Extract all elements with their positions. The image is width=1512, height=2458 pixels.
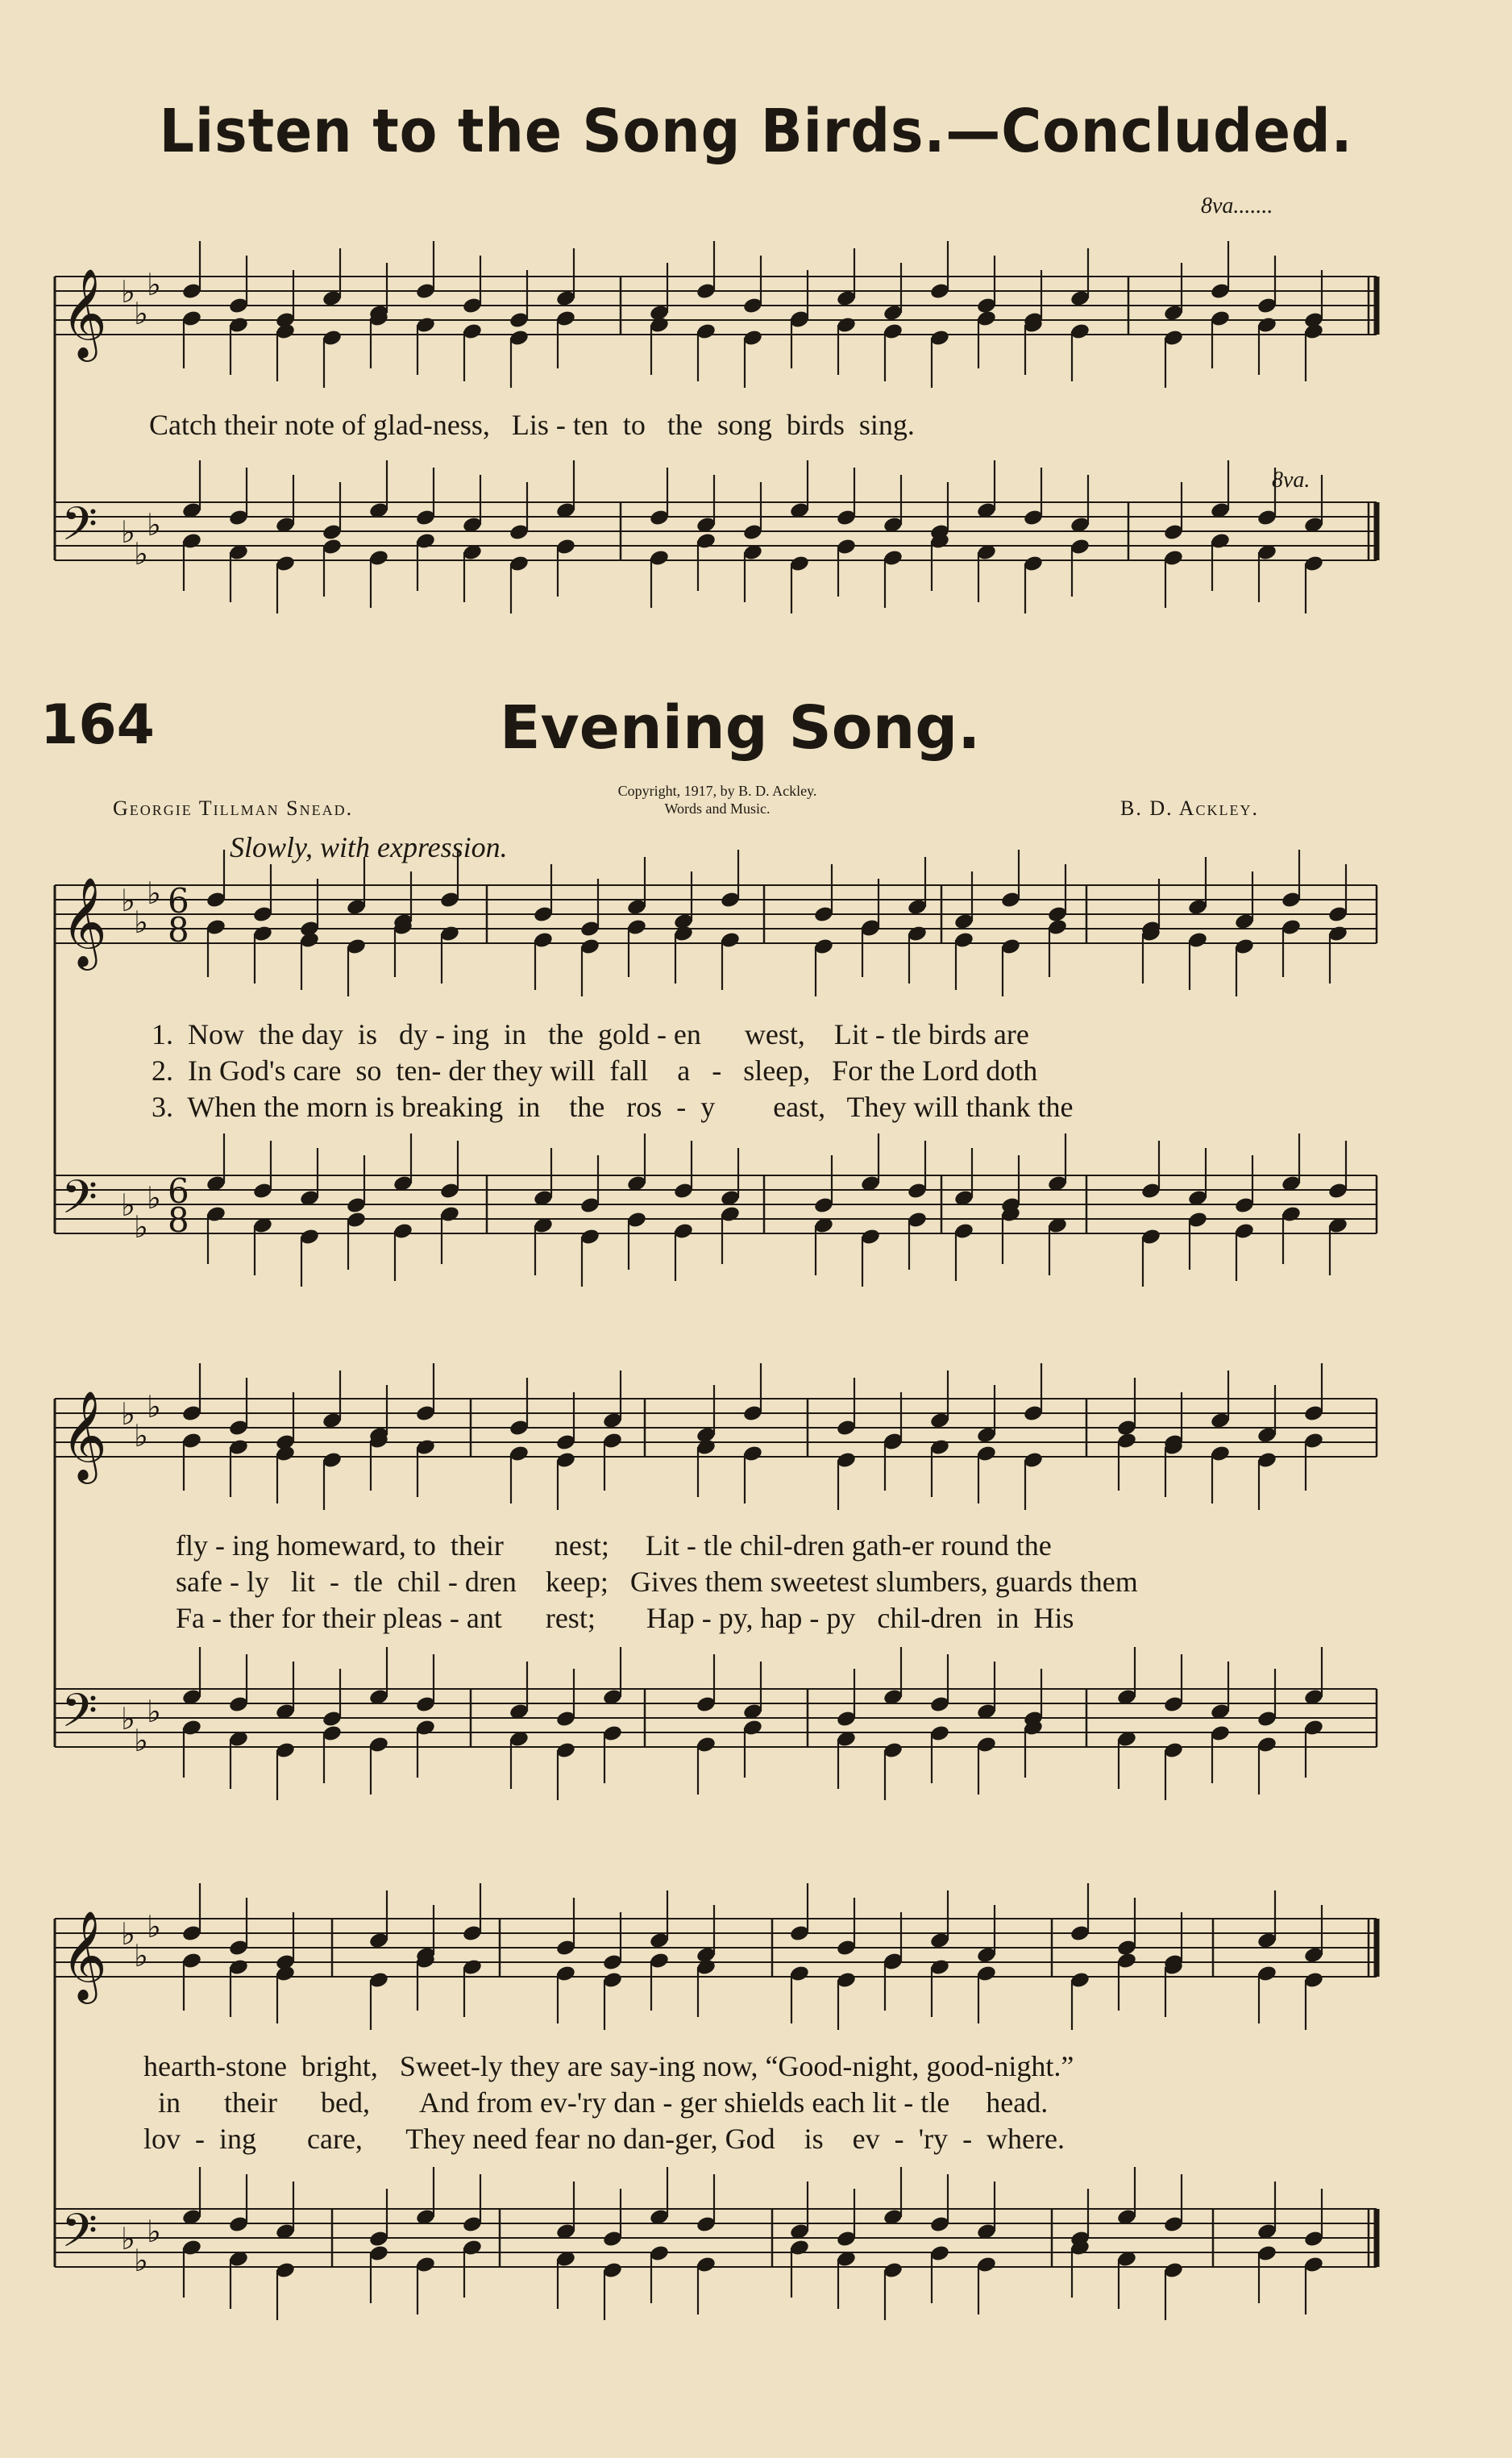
flat-sign: ♭ — [121, 1916, 135, 1952]
flat-sign: ♭ — [134, 1723, 148, 1758]
hymn-author: Georgie Tillman Snead. — [113, 796, 354, 820]
copyright-line-1: Copyright, 1917, by B. D. Ackley. — [617, 783, 817, 799]
time-signature: 8 — [168, 910, 189, 950]
time-signature: 6 — [168, 881, 189, 921]
flat-sign: ♭ — [134, 296, 148, 331]
treble-clef: 𝄞 — [61, 876, 107, 967]
flat-sign: ♭ — [147, 2214, 161, 2249]
hymn-copyright — [548, 782, 887, 817]
flat-sign: ♭ — [134, 1209, 148, 1245]
flat-sign: ♭ — [147, 1180, 161, 1216]
system-2-verse-3: Fa - ther for their pleas - ant rest; Hap - py, hap - py chil-dren in His — [176, 1602, 1074, 1634]
time-signature: 6 — [168, 1171, 189, 1211]
hymn-number: 164 — [40, 693, 155, 757]
octave-marking-bass: 8va. — [1272, 468, 1311, 493]
flat-sign: ♭ — [147, 1909, 161, 1944]
flat-sign: ♭ — [134, 2243, 148, 2278]
system-1-verse-3: 3. When the morn is breaking in the ros - y east, They will thank the — [152, 1091, 1074, 1123]
concluded-lyric: Catch their note of glad-ness, Lis - ten to the song birds sing. — [149, 409, 915, 441]
time-signature: 8 — [168, 1200, 189, 1240]
flat-sign: ♭ — [134, 536, 148, 572]
flat-sign: ♭ — [121, 514, 135, 550]
hymn-composer: B. D. Ackley. — [1120, 796, 1259, 820]
system-1-verse-2: 2. In God's care so ten- der they will fall a - sleep, For the Lord doth — [152, 1054, 1038, 1087]
tempo-marking: Slowly, with expression. — [230, 831, 508, 863]
flat-sign: ♭ — [121, 2221, 135, 2256]
system-3-verse-3: lov - ing care, They need fear no dan-ger, God is ev - 'ry - where. — [143, 2123, 1065, 2155]
flat-sign: ♭ — [121, 274, 135, 310]
flat-sign: ♭ — [134, 1418, 148, 1454]
system-3-verse-2: in their bed, And from ev-'ry dan - ger shields each lit - tle head. — [143, 2086, 1049, 2119]
system-2-verse-2: safe - ly lit - tle chil - dren keep; Gives them sweetest slumbers, guards them — [176, 1566, 1138, 1598]
concluded-title: Listen to the Song Birds.—Concluded. — [159, 97, 1353, 166]
flat-sign: ♭ — [147, 875, 161, 911]
bass-clef: 𝄢 — [61, 1683, 98, 1749]
copyright-line-2: Words and Music. — [664, 801, 771, 817]
treble-clef: 𝄞 — [61, 268, 107, 358]
hymn-title: Evening Song. — [500, 693, 981, 763]
flat-sign: ♭ — [121, 883, 135, 918]
treble-clef: 𝄞 — [61, 1390, 107, 1480]
system-3-verse-1: hearth-stone bright, Sweet-ly they are say-ing now, “Good-night, good-night.” — [143, 2050, 1074, 2082]
flat-sign: ♭ — [134, 905, 148, 940]
flat-sign: ♭ — [121, 1187, 135, 1223]
flat-sign: ♭ — [121, 1396, 135, 1432]
flat-sign: ♭ — [121, 1701, 135, 1736]
treble-clef: 𝄞 — [61, 1910, 107, 2000]
system-1-verse-1: 1. Now the day is dy - ing in the gold - en west, Lit - tle birds are — [152, 1018, 1029, 1050]
flat-sign: ♭ — [134, 1938, 148, 1973]
flat-sign: ♭ — [147, 507, 161, 543]
bass-clef: 𝄢 — [61, 1170, 98, 1236]
system-2-verse-1: fly - ing homeward, to their nest; Lit - tle chil-dren gath-er round the — [176, 1529, 1052, 1562]
bass-clef: 𝄢 — [61, 497, 98, 563]
flat-sign: ♭ — [147, 1694, 161, 1729]
octave-marking-treble: 8va....... — [1201, 193, 1273, 218]
flat-sign: ♭ — [147, 267, 161, 302]
bass-clef: 𝄢 — [61, 2203, 98, 2269]
flat-sign: ♭ — [147, 1389, 161, 1424]
